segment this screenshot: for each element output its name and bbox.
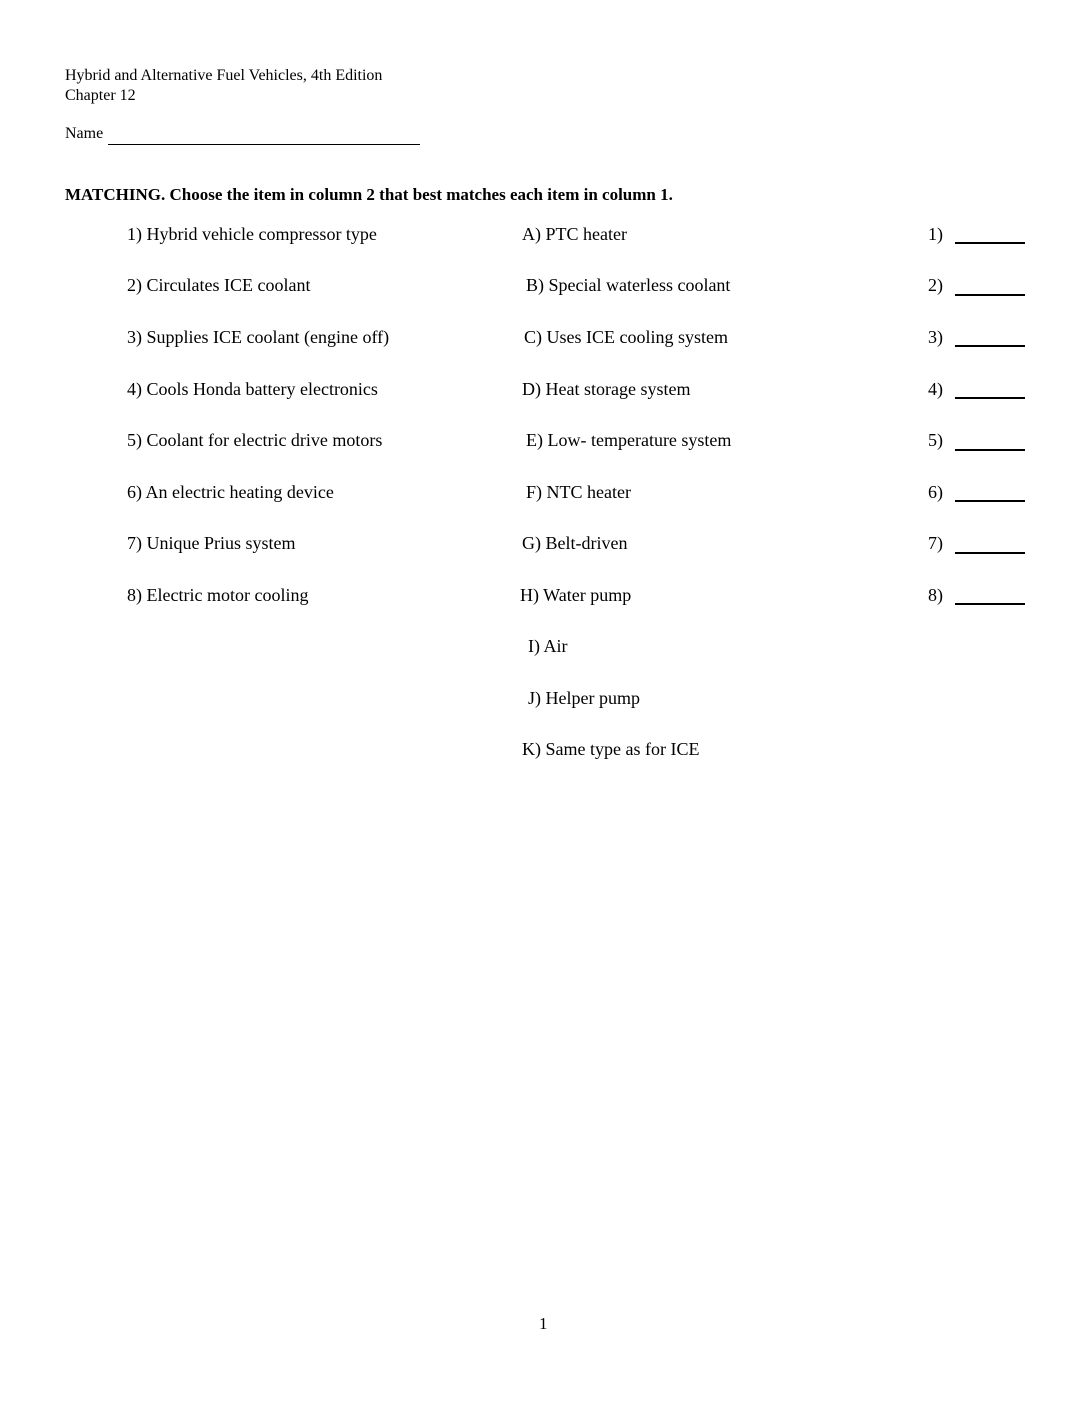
column1-item: 6) An electric heating device — [127, 482, 334, 502]
book-title: Hybrid and Alternative Fuel Vehicles, 4th Edition — [65, 67, 383, 84]
column2-item: F) NTC heater — [526, 482, 631, 502]
column1-item: 3) Supplies ICE coolant (engine off) — [127, 327, 390, 347]
column1-item: 7) Unique Prius system — [127, 533, 296, 553]
answer-label: 3) — [928, 327, 943, 347]
answer-label: 1) — [928, 224, 943, 244]
column2-item: I) Air — [528, 636, 568, 656]
chapter-label: Chapter 12 — [65, 87, 136, 104]
answer-label: 6) — [928, 482, 943, 502]
answer-blank[interactable] — [955, 449, 1025, 451]
column2-item: K) Same type as for ICE — [522, 739, 700, 759]
column1-item: 4) Cools Honda battery electronics — [127, 379, 378, 399]
column1-item: 1) Hybrid vehicle compressor type — [127, 224, 377, 244]
column2-item: G) Belt-driven — [522, 533, 628, 553]
answer-blank[interactable] — [955, 500, 1025, 502]
page-number: 1 — [539, 1314, 548, 1333]
answer-blank[interactable] — [955, 603, 1025, 605]
answer-blank[interactable] — [955, 552, 1025, 554]
column1-item: 8) Electric motor cooling — [127, 585, 309, 605]
answer-blank[interactable] — [955, 242, 1025, 244]
answer-label: 7) — [928, 533, 943, 553]
column1-item: 2) Circulates ICE coolant — [127, 275, 311, 295]
column2-item: J) Helper pump — [528, 688, 640, 708]
answer-blank[interactable] — [955, 345, 1025, 347]
column1-item: 5) Coolant for electric drive motors — [127, 430, 383, 450]
column2-item: B) Special waterless coolant — [526, 275, 731, 295]
answer-blank[interactable] — [955, 294, 1025, 296]
column2-item: A) PTC heater — [522, 224, 627, 244]
answer-label: 8) — [928, 585, 943, 605]
answer-label: 4) — [928, 379, 943, 399]
column2-item: E) Low- temperature system — [526, 430, 732, 450]
name-label: Name — [65, 125, 104, 142]
name-field-line[interactable] — [108, 144, 420, 145]
answer-blank[interactable] — [955, 397, 1025, 399]
answer-label: 5) — [928, 430, 943, 450]
column2-item: D) Heat storage system — [522, 379, 691, 399]
matching-instructions: MATCHING. Choose the item in column 2 that best matches each item in column 1. — [65, 185, 673, 204]
answer-label: 2) — [928, 275, 943, 295]
column2-item: H) Water pump — [520, 585, 632, 605]
column2-item: C) Uses ICE cooling system — [524, 327, 728, 347]
